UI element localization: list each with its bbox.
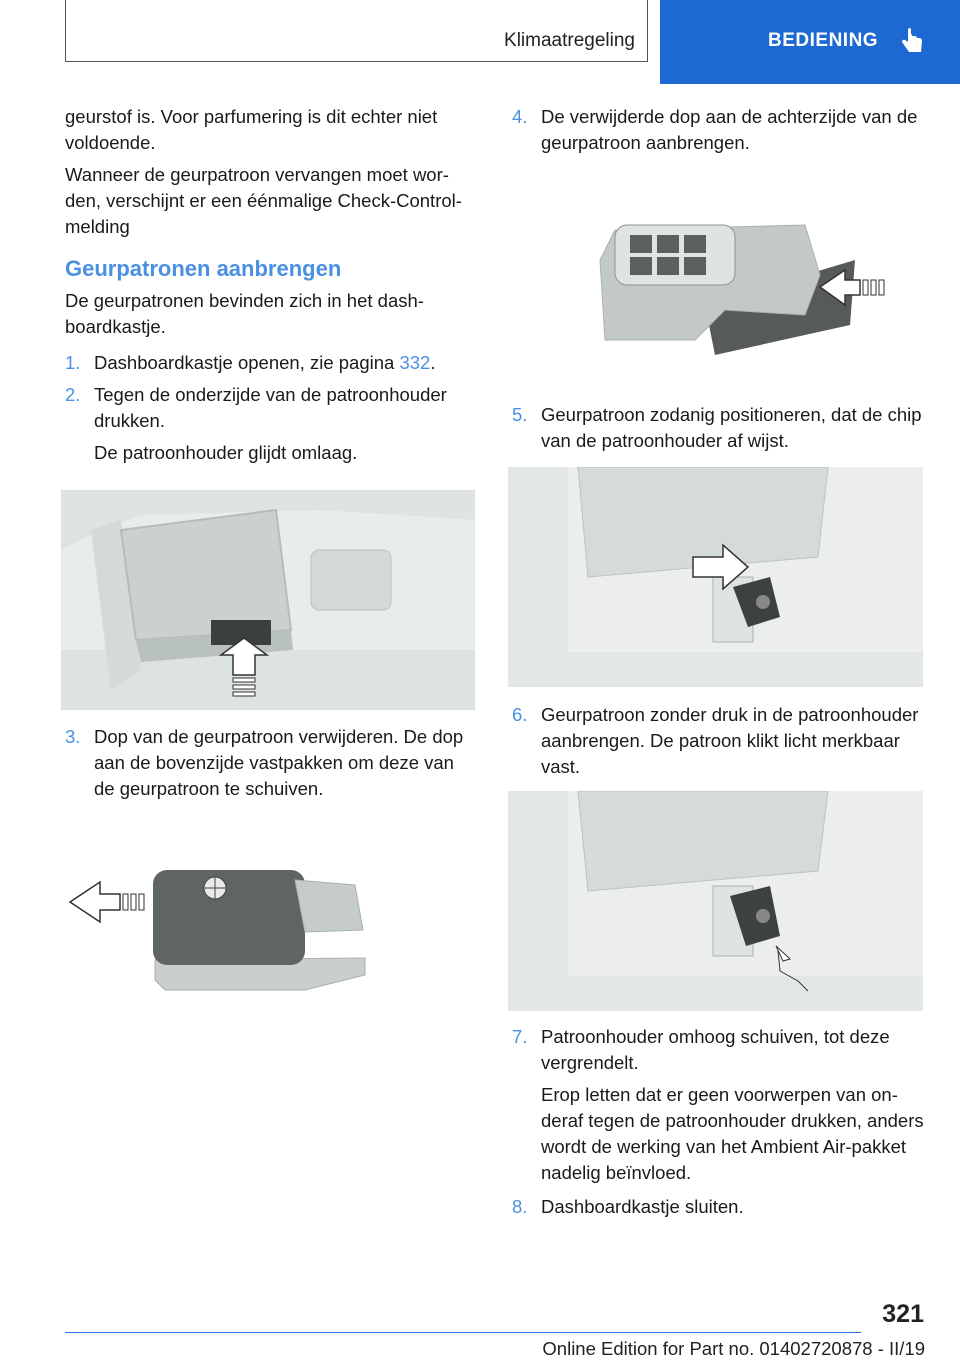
step-number: 6. xyxy=(512,704,528,725)
step-punct: . xyxy=(430,352,436,373)
step-1 xyxy=(65,350,477,376)
step-2 xyxy=(65,382,477,434)
intro-paragraph-2: Wanneer de geurpatroon vervangen moet worden, verschijnt er een éénmalige Check-Control-melding xyxy=(65,164,462,237)
step-text: Patroonhouder omhoog schuiven, tot deze vergrendelt. xyxy=(541,1026,890,1073)
step-text: Dashboardkastje openen, zie pagina xyxy=(94,352,400,373)
step-number: 7. xyxy=(512,1026,528,1047)
chapter-tab xyxy=(660,0,960,84)
step-text: Geurpatroon zonder druk in de patroonhouder aanbrengen. De patroon klikt licht merkbaar vast. xyxy=(541,704,919,777)
step-number: 8. xyxy=(512,1196,528,1217)
step-text: Dop van de geurpatroon verwijderen. De dop aan de bovenzijde vastpakken om deze van de geurpatroon te schuiven. xyxy=(94,726,464,799)
right-column-top xyxy=(512,104,932,162)
page-number: 321 xyxy=(882,1300,924,1328)
step-3 xyxy=(65,724,477,802)
chapter-label: BEDIENING xyxy=(768,30,879,51)
heading-paragraph: De geurpatronen bevinden zich in het dashboardkastje. xyxy=(65,290,424,337)
step-number: 3. xyxy=(65,726,81,747)
step-7-note: Erop letten dat er geen voorwerpen van onderaf tegen de patroonhouder drukken, anders wordt de werking van het Ambient Air-pakket nadelig beïnvloed. xyxy=(541,1084,924,1183)
step-number: 5. xyxy=(512,404,528,425)
step-7 xyxy=(512,1024,932,1076)
step-6 xyxy=(512,702,932,780)
right-column-step6 xyxy=(512,702,932,786)
cartridge-cap-figure xyxy=(65,840,395,1000)
right-column-lower xyxy=(512,1024,932,1226)
intro-paragraph: geurstof is. Voor parfumering is dit echter niet voldoende. xyxy=(65,106,438,153)
left-column xyxy=(65,104,477,472)
step-2-note: De patroonhouder glijdt omlaag. xyxy=(94,442,358,463)
step-text: Dashboardkastje sluiten. xyxy=(541,1196,744,1217)
hand-pointer-icon xyxy=(898,26,926,56)
step-text: Tegen de onderzijde van de patroonhouder drukken. xyxy=(94,384,447,431)
section-title: Klimaatregeling xyxy=(504,30,635,51)
cap-back-figure xyxy=(595,215,905,360)
step-4 xyxy=(512,104,932,156)
step-8 xyxy=(512,1194,932,1220)
cartridge-insert-figure xyxy=(508,791,923,1011)
section-heading: Geurpatronen aanbrengen xyxy=(65,256,342,281)
footer-divider xyxy=(65,1332,861,1333)
step-text: Geurpatroon zodanig positioneren, dat de chip van de patroonhouder af wijst. xyxy=(541,404,922,451)
step-text: De verwijderde dop aan de achterzijde van de geurpatroon aanbrengen. xyxy=(541,106,918,153)
page-link[interactable]: 332 xyxy=(399,352,431,373)
step-number: 2. xyxy=(65,384,81,405)
cartridge-position-figure xyxy=(508,467,923,687)
right-column-step5 xyxy=(512,402,932,460)
edition-note: Online Edition for Part no. 01402720878 - II/19 xyxy=(542,1338,925,1359)
glovebox-holder-figure xyxy=(61,490,475,710)
left-column-lower xyxy=(65,724,477,808)
step-number: 4. xyxy=(512,106,528,127)
running-header xyxy=(65,0,648,62)
step-number: 1. xyxy=(65,352,81,373)
step-5 xyxy=(512,402,932,454)
